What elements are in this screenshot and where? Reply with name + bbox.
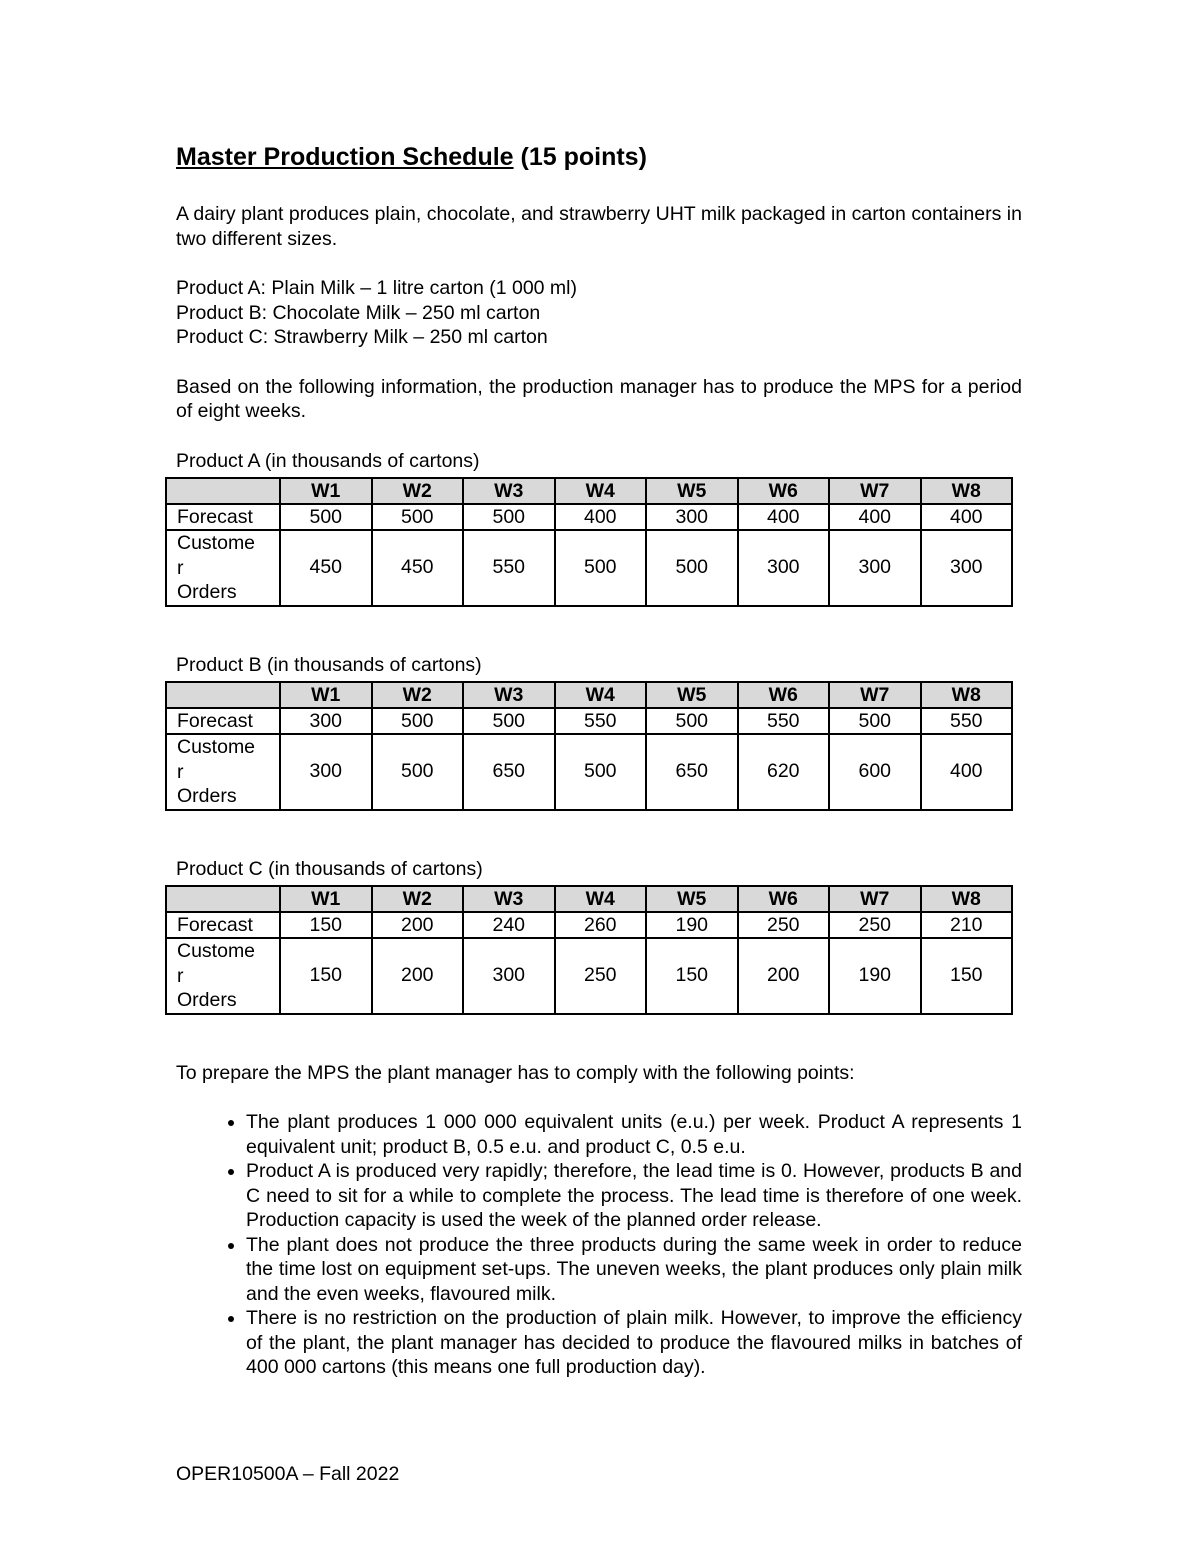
forecast-cell: 400 — [738, 504, 830, 530]
forecast-cell: 250 — [738, 912, 830, 938]
forecast-row — [166, 912, 1012, 938]
header-week: W1 — [280, 886, 372, 912]
forecast-cell: 260 — [555, 912, 647, 938]
forecast-cell: 500 — [829, 708, 921, 734]
header-week: W6 — [738, 886, 830, 912]
orders-cell: 600 — [829, 734, 921, 810]
product-b-line: Product B: Chocolate Milk – 250 ml carton — [176, 301, 541, 324]
title-points: (15 points) — [513, 143, 647, 171]
header-week: W4 — [555, 682, 647, 708]
header-empty — [166, 478, 280, 504]
forecast-cell: 500 — [372, 708, 464, 734]
orders-cell: 190 — [829, 938, 921, 1014]
forecast-cell: 190 — [646, 912, 738, 938]
orders-cell: 300 — [280, 734, 372, 810]
header-week: W3 — [463, 478, 555, 504]
list-item: • There is no restriction on the production of plain milk. However, to improve the efficiency of the plant, the plant manager has decided to produce the flavoured milks in batches of 400 000 cartons (this means one full production day). — [246, 1306, 1022, 1380]
orders-cell: 250 — [555, 938, 647, 1014]
product-b-table — [165, 681, 1013, 811]
orders-label: Custome r Orders — [166, 734, 280, 810]
orders-cell: 150 — [921, 938, 1013, 1014]
header-week: W5 — [646, 886, 738, 912]
forecast-cell: 500 — [463, 708, 555, 734]
forecast-cell: 550 — [738, 708, 830, 734]
orders-cell: 650 — [463, 734, 555, 810]
header-week: W4 — [555, 886, 647, 912]
page-footer: OPER10500A – Fall 2022 — [176, 1463, 400, 1485]
orders-cell: 500 — [646, 530, 738, 606]
forecast-cell: 150 — [280, 912, 372, 938]
product-a-line: Product A: Plain Milk – 1 litre carton (1 000 ml) — [176, 277, 577, 299]
header-empty — [166, 682, 280, 708]
orders-row — [166, 734, 1012, 810]
forecast-row — [166, 504, 1012, 530]
list-item: • Product A is produced very rapidly; therefore, the lead time is 0. However, products B and C need to sit for a while to complete the process. The lead time is therefore of one week. Production capacity is used the week of the planned order release. — [246, 1159, 1022, 1233]
forecast-cell: 210 — [921, 912, 1013, 938]
list-item: • The plant produces 1 000 000 equivalent units (e.u.) per week. Product A represents 1 equivalent unit; product B, 0.5 e.u. and product C, 0.5 e.u. — [246, 1110, 1022, 1159]
header-week: W7 — [829, 682, 921, 708]
forecast-cell: 550 — [555, 708, 647, 734]
forecast-cell: 500 — [463, 504, 555, 530]
forecast-label: Forecast — [166, 708, 280, 734]
orders-cell: 300 — [738, 530, 830, 606]
header-week: W6 — [738, 682, 830, 708]
orders-cell: 200 — [372, 938, 464, 1014]
orders-row — [166, 938, 1012, 1014]
header-week: W4 — [555, 478, 647, 504]
header-week: W8 — [921, 682, 1013, 708]
product-a-table — [165, 477, 1013, 607]
orders-cell: 300 — [829, 530, 921, 606]
orders-row — [166, 530, 1012, 606]
forecast-label: Forecast — [166, 912, 280, 938]
product-c-table — [165, 885, 1013, 1015]
header-week: W3 — [463, 682, 555, 708]
orders-cell: 150 — [646, 938, 738, 1014]
product-c-line: Product C: Strawberry Milk – 250 ml carton — [176, 326, 548, 348]
forecast-cell: 400 — [921, 504, 1013, 530]
forecast-cell: 400 — [555, 504, 647, 530]
forecast-cell: 500 — [372, 504, 464, 530]
forecast-cell: 200 — [372, 912, 464, 938]
forecast-cell: 400 — [829, 504, 921, 530]
page-title — [176, 140, 1022, 174]
header-week: W8 — [921, 886, 1013, 912]
instruction-paragraph: Based on the following information, the production manager has to produce the MPS for a period of eight weeks. — [176, 375, 1022, 422]
orders-cell: 300 — [463, 938, 555, 1014]
orders-cell: 450 — [372, 530, 464, 606]
header-empty — [166, 886, 280, 912]
orders-cell: 400 — [921, 734, 1013, 810]
forecast-cell: 240 — [463, 912, 555, 938]
points-intro: To prepare the MPS the plant manager has to comply with the following points: — [176, 1061, 855, 1084]
table-caption-a: Product A (in thousands of cartons) — [176, 449, 480, 472]
header-week: W2 — [372, 478, 464, 504]
orders-cell: 500 — [555, 530, 647, 606]
forecast-cell: 500 — [280, 504, 372, 530]
forecast-cell: 250 — [829, 912, 921, 938]
forecast-cell: 550 — [921, 708, 1013, 734]
forecast-label: Forecast — [166, 504, 280, 530]
orders-cell: 500 — [555, 734, 647, 810]
forecast-cell: 300 — [646, 504, 738, 530]
header-week: W2 — [372, 886, 464, 912]
forecast-row — [166, 708, 1012, 734]
header-week: W2 — [372, 682, 464, 708]
header-week: W8 — [921, 478, 1013, 504]
orders-label: Custome r Orders — [166, 530, 280, 606]
orders-cell: 450 — [280, 530, 372, 606]
requirements-list — [176, 1110, 1022, 1380]
table-caption-b: Product B (in thousands of cartons) — [176, 653, 482, 676]
header-week: W7 — [829, 478, 921, 504]
header-week: W1 — [280, 478, 372, 504]
header-week: W6 — [738, 478, 830, 504]
orders-cell: 200 — [738, 938, 830, 1014]
forecast-cell: 300 — [280, 708, 372, 734]
header-week: W5 — [646, 478, 738, 504]
title-underlined: Master Production Schedule — [176, 143, 514, 171]
table-caption-c: Product C (in thousands of cartons) — [176, 857, 483, 880]
forecast-cell: 500 — [646, 708, 738, 734]
orders-cell: 150 — [280, 938, 372, 1014]
orders-cell: 300 — [921, 530, 1013, 606]
header-week: W5 — [646, 682, 738, 708]
orders-cell: 620 — [738, 734, 830, 810]
header-week: W1 — [280, 682, 372, 708]
orders-cell: 500 — [372, 734, 464, 810]
header-week: W7 — [829, 886, 921, 912]
list-item: • The plant does not produce the three products during the same week in order to reduce the time lost on equipment set-ups. The uneven weeks, the plant produces only plain milk and the even weeks, flavoured milk. — [246, 1233, 1022, 1307]
orders-cell: 550 — [463, 530, 555, 606]
header-week: W3 — [463, 886, 555, 912]
orders-label: Custome r Orders — [166, 938, 280, 1014]
document-page — [176, 140, 1022, 1380]
intro-paragraph: A dairy plant produces plain, chocolate, and strawberry UHT milk packaged in carton containers in two different sizes. — [176, 203, 1022, 250]
orders-cell: 650 — [646, 734, 738, 810]
